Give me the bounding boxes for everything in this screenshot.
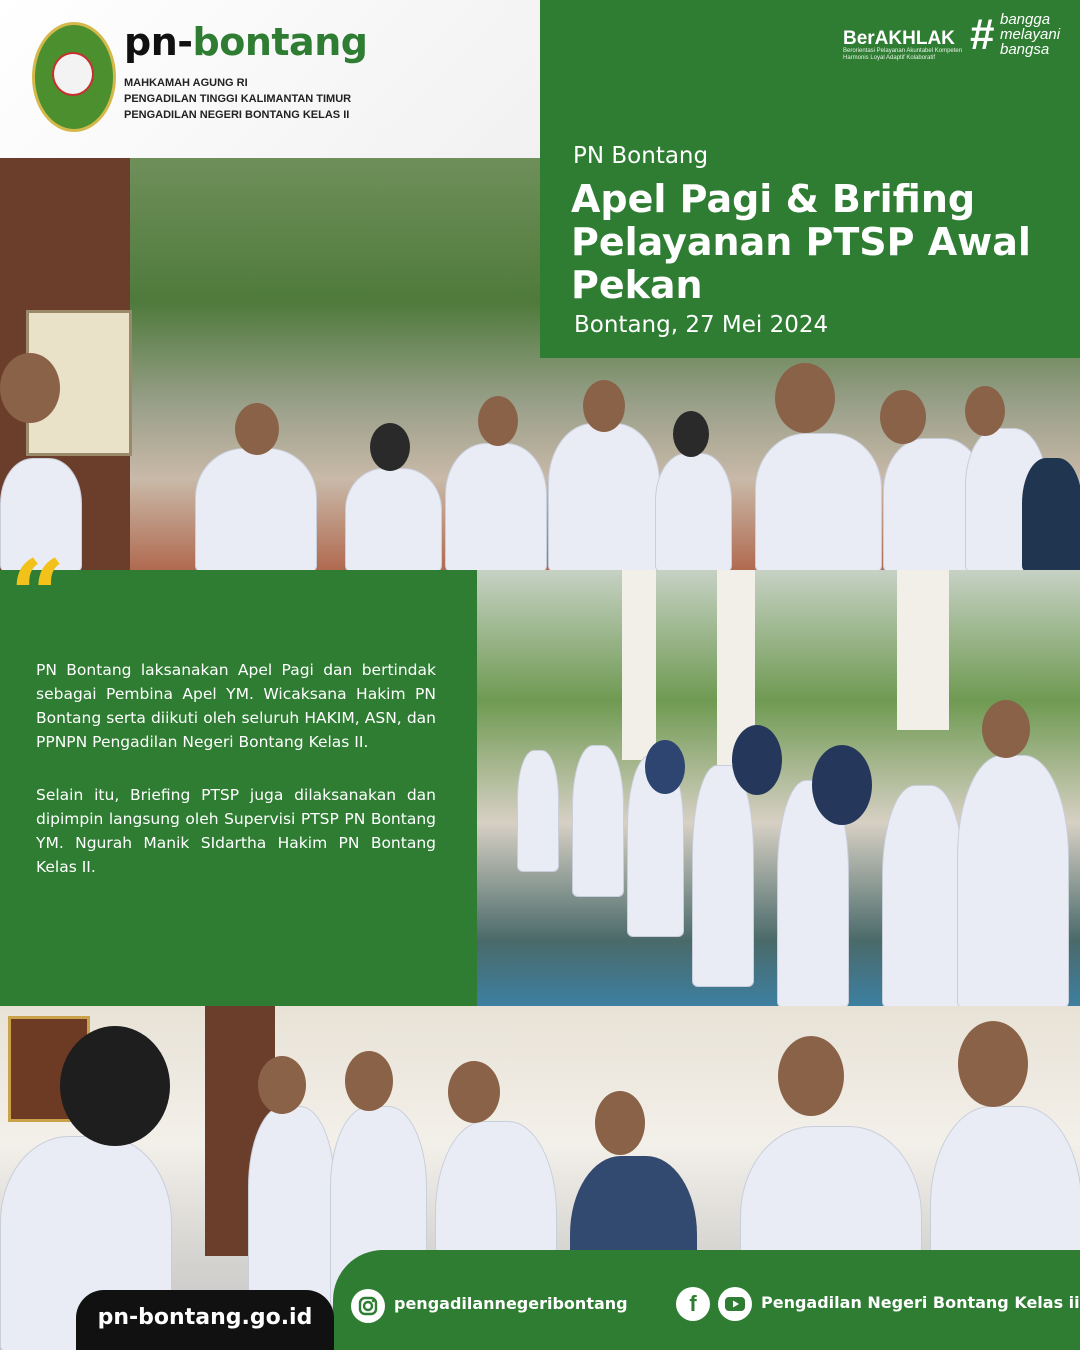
- court-logo-emblem: [52, 52, 94, 96]
- berakhlak-logo: BerAKHLAK: [843, 28, 955, 49]
- facebook-icon[interactable]: f: [676, 1287, 710, 1321]
- bangga-line-3: bangsa: [1000, 41, 1050, 58]
- instagram-icon[interactable]: [351, 1289, 385, 1323]
- bangga-melayani-bangsa: [1000, 12, 1060, 57]
- website-link[interactable]: pn-bontang.go.id: [97, 1305, 313, 1330]
- bangga-line-2: melayani: [1000, 26, 1061, 43]
- org-line-2: PENGADILAN TINGGI KALIMANTAN TIMUR: [124, 93, 352, 105]
- berakhlak-tagline: Berorientasi Pelayanan Akuntabel Kompeten Harmonis Loyal Adaptif Kolaboratif: [843, 48, 963, 61]
- hashtag-icon: #: [970, 10, 995, 59]
- org-line-1: MAHKAMAH AGUNG RI: [124, 77, 248, 89]
- bangga-line-1: bangga: [1000, 11, 1051, 28]
- youtube-icon[interactable]: [718, 1287, 752, 1321]
- facebook-youtube-name[interactable]: Pengadilan Negeri Bontang Kelas ii: [761, 1293, 1080, 1312]
- post-date: Bontang, 27 Mei 2024: [574, 312, 829, 338]
- brand-name: pn-bontang: [124, 20, 368, 64]
- paragraph-1: PN Bontang laksanakan Apel Pagi dan bertindak sebagai Pembina Apel YM. Wicaksana Hakim PN Bontang serta diikuti oleh seluruh HAKIM, ASN, dan PPNPN Pengadilan Negeri Bontang Kelas II.: [36, 661, 436, 751]
- photo-lineup-ladies: [477, 570, 1080, 1006]
- org-line-3: PENGADILAN NEGERI BONTANG KELAS II: [124, 109, 350, 121]
- quote-icon: “: [10, 539, 66, 652]
- post-title: Apel Pagi & Brifing Pelayanan PTSP Awal Pekan: [571, 177, 1031, 307]
- post-subtitle: PN Bontang: [573, 143, 709, 169]
- paragraph-2: Selain itu, Briefing PTSP juga dilaksanakan dan dipimpin langsung oleh Supervisi PTSP PN Bontang YM. Ngurah Manik SIdartha Hakim PN Bontang Kelas II.: [36, 786, 436, 876]
- instagram-handle[interactable]: pengadilannegeribontang: [394, 1294, 628, 1313]
